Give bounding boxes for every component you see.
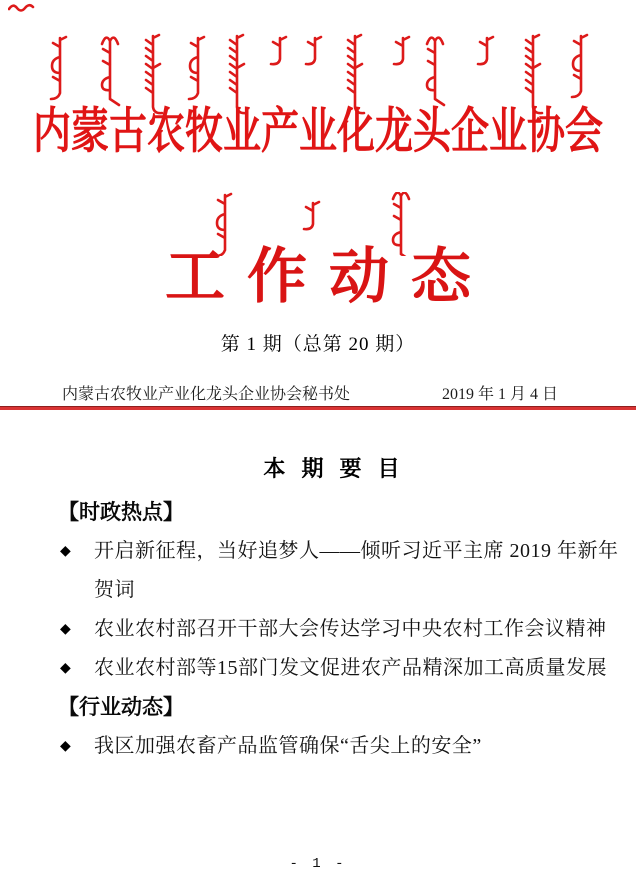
mongolian-script-top-banner: [0, 33, 636, 117]
page-number: - 1 -: [289, 856, 347, 872]
diamond-bullet-icon: ◆: [60, 544, 72, 559]
diamond-bullet-icon: ◆: [60, 622, 72, 637]
toc-item: [58, 649, 610, 688]
toc-item-line: 农业农村部等15部门发文促进农产品精深加工高质量发展: [94, 657, 607, 679]
scan-artifact-mark: [8, 2, 38, 14]
toc-item-line: 农业农村部召开干部大会传达学习中央农村工作会议精神: [94, 618, 607, 640]
toc-item-line: 开启新征程，当好追梦人——倾听习近平主席 2019 年新年: [94, 540, 619, 562]
toc-item: [58, 532, 619, 610]
toc-item: [58, 727, 610, 766]
toc-heading: 本 期 要 目: [263, 456, 405, 481]
diamond-bullet-icon: ◆: [60, 739, 72, 754]
issue-number-line: 第 1 期（总第 20 期）: [220, 334, 416, 355]
publish-date: 2019 年 1 月 4 日: [441, 386, 558, 403]
toc-item-line-continuation: 贺词: [94, 579, 135, 601]
toc-item-line: 我区加强农畜产品监管确保“舌尖上的安全”: [94, 735, 482, 757]
diamond-bullet-icon: ◆: [60, 661, 72, 676]
organization-title: 内蒙古农牧业产业化龙头企业协会: [32, 105, 603, 160]
newsletter-title: 工作动态: [165, 244, 493, 310]
toc-section-label-industry: 【行业动态】: [58, 696, 184, 719]
toc-section-label-politics: 【时政热点】: [58, 501, 184, 524]
table-of-contents: [58, 452, 619, 766]
masthead-divider-rule: [0, 406, 636, 410]
publisher-name: 内蒙古农牧业产业化龙头企业协会秘书处: [62, 386, 351, 403]
publisher-row: [62, 381, 558, 404]
toc-item: [58, 610, 610, 649]
